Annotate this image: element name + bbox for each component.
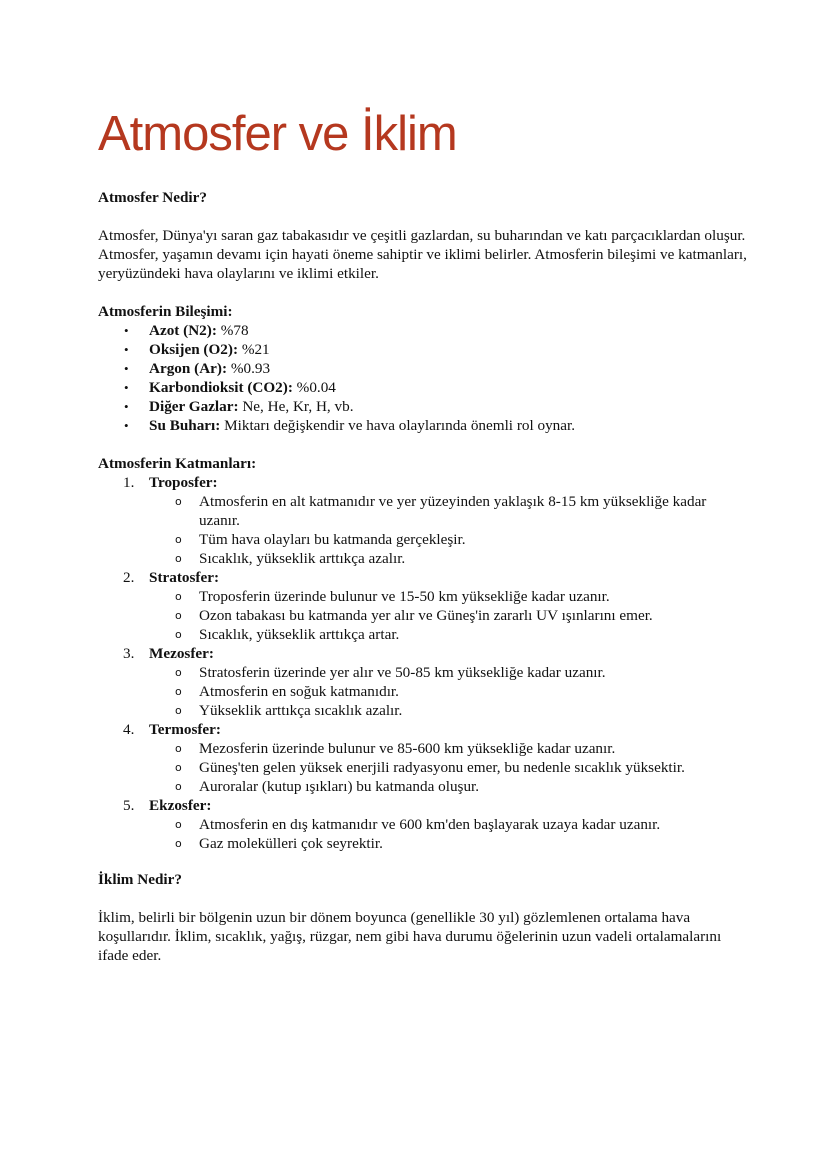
layer-point (175, 549, 748, 568)
section-heading-composition: Atmosferin Bileşimi: (98, 303, 233, 320)
gas-value: %0.93 (230, 360, 271, 377)
layer-number: 1. (123, 474, 135, 491)
list-item (124, 359, 748, 378)
layer-points (149, 492, 748, 568)
sub-bullet-marker: o (175, 533, 182, 546)
layer-point (175, 530, 748, 549)
gas-label: Karbondioksit (CO2): (149, 379, 293, 396)
layer-points (149, 815, 748, 853)
layer-point-text: Mezosferin üzerinde bulunur ve 85-600 km yüksekliğe kadar uzanır. (199, 740, 616, 757)
layer-point-text: Atmosferin en alt katmanıdır ve yer yüzeyinden yaklaşık 8-15 km yüksekliğe kadar uzanır. (199, 493, 707, 529)
bullet-marker: • (124, 361, 129, 376)
list-item (124, 378, 748, 397)
layer-name: Mezosfer: (149, 645, 214, 662)
gas-label: Diğer Gazlar: (149, 398, 239, 415)
layer-number: 4. (123, 721, 135, 738)
layer-point-text: Stratosferin üzerinde yer alır ve 50-85 km yüksekliğe kadar uzanır. (199, 664, 606, 681)
gas-label: Su Buharı: (149, 417, 221, 434)
layer-number: 2. (123, 569, 135, 586)
layer-point-text: Auroralar (kutup ışıkları) bu katmanda oluşur. (199, 778, 480, 795)
sub-bullet-marker: o (175, 704, 182, 717)
layer-point (175, 739, 748, 758)
layer-point-text: Atmosferin en soğuk katmanıdır. (199, 683, 399, 700)
list-item (124, 340, 748, 359)
section-heading-atmosphere: Atmosfer Nedir? (98, 189, 207, 206)
layer-points (149, 663, 748, 720)
layer-item-mesosphere (123, 644, 748, 720)
layer-points (149, 739, 748, 796)
layer-point-text: Troposferin üzerinde bulunur ve 15-50 km yüksekliğe kadar uzanır. (199, 588, 610, 605)
section-heading-layers: Atmosferin Katmanları: (98, 455, 257, 472)
layer-point-text: Ozon tabakası bu katmanda yer alır ve Güneş'in zararlı UV ışınlarını emer. (199, 607, 653, 624)
sub-bullet-marker: o (175, 552, 182, 565)
layer-name: Stratosfer: (149, 569, 219, 586)
bullet-marker: • (124, 399, 129, 414)
layer-point (175, 815, 748, 834)
layer-number: 5. (123, 797, 135, 814)
section-paragraph-atmosphere: Atmosfer, Dünya'yı saran gaz tabakasıdır ve çeşitli gazlardan, su buharından ve katı parçacıklardan oluşur. Atmosfer, yaşamın devamı için hayati öneme sahiptir ve iklimi belirler. Atmosferin bileşimi ve katmanları, yeryüzündeki hava olaylarını ve iklimi etkiler. (98, 227, 747, 282)
composition-list (98, 321, 748, 435)
layer-number: 3. (123, 645, 135, 662)
page-title: Atmosfer ve İklim (98, 107, 457, 161)
layer-point (175, 625, 748, 644)
gas-value: %78 (220, 322, 249, 339)
sub-bullet-marker: o (175, 837, 182, 850)
layer-point (175, 834, 748, 853)
layer-point (175, 777, 748, 796)
layer-point (175, 606, 748, 625)
bullet-marker: • (124, 380, 129, 395)
sub-bullet-marker: o (175, 742, 182, 755)
layer-point-text: Tüm hava olayları bu katmanda gerçekleşir. (199, 531, 466, 548)
layer-point-text: Sıcaklık, yükseklik arttıkça azalır. (199, 550, 406, 567)
sub-bullet-marker: o (175, 666, 182, 679)
sub-bullet-marker: o (175, 780, 182, 793)
layer-point (175, 758, 748, 777)
gas-value: %0.04 (296, 379, 336, 396)
layers-list (98, 473, 748, 853)
layer-point (175, 701, 748, 720)
layer-point-text: Yükseklik arttıkça sıcaklık azalır. (199, 702, 403, 719)
gas-value: Ne, He, Kr, H, vb. (242, 398, 354, 415)
layer-item-thermosphere (123, 720, 748, 796)
list-item (124, 397, 748, 416)
sub-bullet-marker: o (175, 818, 182, 831)
layer-point (175, 663, 748, 682)
sub-bullet-marker: o (175, 628, 182, 641)
list-item (124, 321, 748, 340)
document-page (98, 0, 748, 965)
layer-point (175, 587, 748, 606)
sub-bullet-marker: o (175, 495, 182, 508)
sub-bullet-marker: o (175, 761, 182, 774)
layer-points (149, 587, 748, 644)
gas-label: Argon (Ar): (149, 360, 228, 377)
list-item (124, 416, 748, 435)
sub-bullet-marker: o (175, 685, 182, 698)
layer-point-text: Atmosferin en dış katmanıdır ve 600 km'den başlayarak uzaya kadar uzanır. (199, 816, 661, 833)
layer-item-stratosphere (123, 568, 748, 644)
layer-name: Ekzosfer: (149, 797, 212, 814)
layer-point (175, 682, 748, 701)
layer-item-troposphere (123, 473, 748, 568)
layer-point-text: Sıcaklık, yükseklik arttıkça artar. (199, 626, 400, 643)
gas-value: Miktarı değişkendir ve hava olaylarında önemli rol oynar. (224, 417, 576, 434)
bullet-marker: • (124, 418, 129, 433)
gas-label: Azot (N2): (149, 322, 217, 339)
section-heading-climate: İklim Nedir? (98, 871, 182, 888)
layer-name: Termosfer: (149, 721, 221, 738)
sub-bullet-marker: o (175, 609, 182, 622)
sub-bullet-marker: o (175, 590, 182, 603)
layer-item-exosphere (123, 796, 748, 853)
section-paragraph-climate: İklim, belirli bir bölgenin uzun bir dönem boyunca (genellikle 30 yıl) gözlemlenen ortalama hava koşullarıdır. İklim, sıcaklık, yağış, rüzgar, nem gibi hava durumu öğelerinin uzun vadeli ortalamalarını ifade eder. (98, 909, 722, 964)
layer-point (175, 492, 748, 530)
bullet-marker: • (124, 323, 129, 338)
layer-point-text: Gaz molekülleri çok seyrektir. (199, 835, 383, 852)
gas-label: Oksijen (O2): (149, 341, 239, 358)
gas-value: %21 (241, 341, 270, 358)
layer-point-text: Güneş'ten gelen yüksek enerjili radyasyonu emer, bu nedenle sıcaklık yüksektir. (199, 759, 685, 776)
layer-name: Troposfer: (149, 474, 218, 491)
bullet-marker: • (124, 342, 129, 357)
